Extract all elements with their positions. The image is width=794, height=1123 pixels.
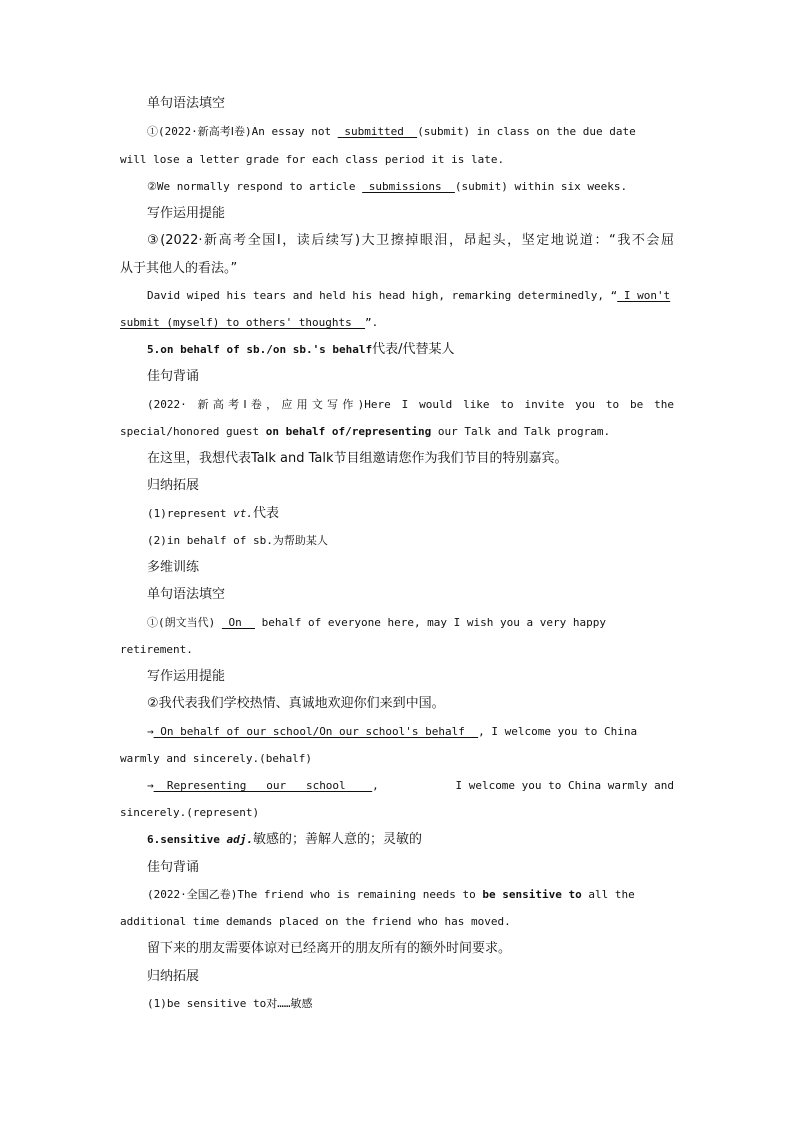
entry-heading: 5.on behalf of sb./on sb.'s behalf代表/代替某人 [147,342,455,357]
exercise-line: ①(朗文当代) On behalf of everyone here, may I wish you a very happy [147,616,606,629]
example-line: (2022·全国乙卷)The friend who is remaining needs to be sensitive to all the [147,888,635,901]
exercise-line: → Representing our school , I welcome you to China warmly and [147,779,674,792]
exercise-line: warmly and sincerely.(behalf) [120,752,313,765]
exercise-line: sincerely.(represent) [120,806,260,819]
exercise-line: 从于其他人的看法。” [120,261,238,276]
exercise-line: submit (myself) to others' thoughts ”. [120,316,379,329]
section-heading: 写作运用提能 [147,669,226,684]
exercise-line: ③(2022·新高考全国Ⅰ，读后续写)大卫擦掉眼泪，昂起头，坚定地说道：“我不会屈 [147,233,674,248]
example-line: additional time demands placed on the friend who has moved. [120,915,511,928]
expansion-line: (1)represent vt.代表 [147,506,279,521]
exercise-line: ②我代表我们学校热情、真诚地欢迎你们来到中国。 [147,696,445,711]
answer-blank: I won't [617,289,671,302]
exercise-line: ②We normally respond to article submissions (submit) within six weeks. [147,180,628,193]
exercise-line: ①(2022·新高考Ⅰ卷)An essay not submitted (submit) in class on the due date [147,125,636,138]
section-heading: 归纳拓展 [147,969,200,984]
expansion-line: (1)be sensitive to对……敏感 [147,997,313,1010]
section-heading: 多维训练 [147,560,200,575]
section-heading: 单句语法填空 [147,96,226,111]
answer-blank: Representing our school [153,779,373,792]
exercise-line: → On behalf of our school/On our school's behalf , I welcome you to China [147,725,638,738]
exercise-line: David wiped his tears and held his head high, remarking determinedly, “ I won't [147,289,671,302]
section-heading: 单句语法填空 [147,587,226,602]
answer-blank: submit (myself) to others' thoughts [120,316,366,329]
answer-blank: submissions [362,180,455,193]
example-line: special/honored guest on behalf of/representing our Talk and Talk program. [120,425,611,438]
exercise-line: will lose a letter grade for each class period it is late. [120,153,505,166]
entry-heading: 6.sensitive adj.敏感的；善解人意的；灵敏的 [147,832,422,847]
exercise-line: retirement. [120,643,193,656]
answer-blank: On [221,616,255,629]
section-heading: 写作运用提能 [147,206,226,221]
translation-line: 在这里，我想代表Talk and Talk节目组邀请您作为我们节目的特别嘉宾。 [147,451,568,466]
section-heading: 佳句背诵 [147,860,200,875]
translation-line: 留下来的朋友需要体谅对已经离开的朋友所有的额外时间要求。 [147,941,512,956]
section-heading: 佳句背诵 [147,369,200,384]
answer-blank: On behalf of our school/On our school's behalf [153,725,479,738]
answer-blank: submitted [337,125,418,138]
section-heading: 归纳拓展 [147,478,200,493]
example-line: (2022· 新高考Ⅰ卷，应用文写作)Here I would like to invite you to be the [147,398,674,411]
expansion-line: (2)in behalf of sb.为帮助某人 [147,534,328,547]
